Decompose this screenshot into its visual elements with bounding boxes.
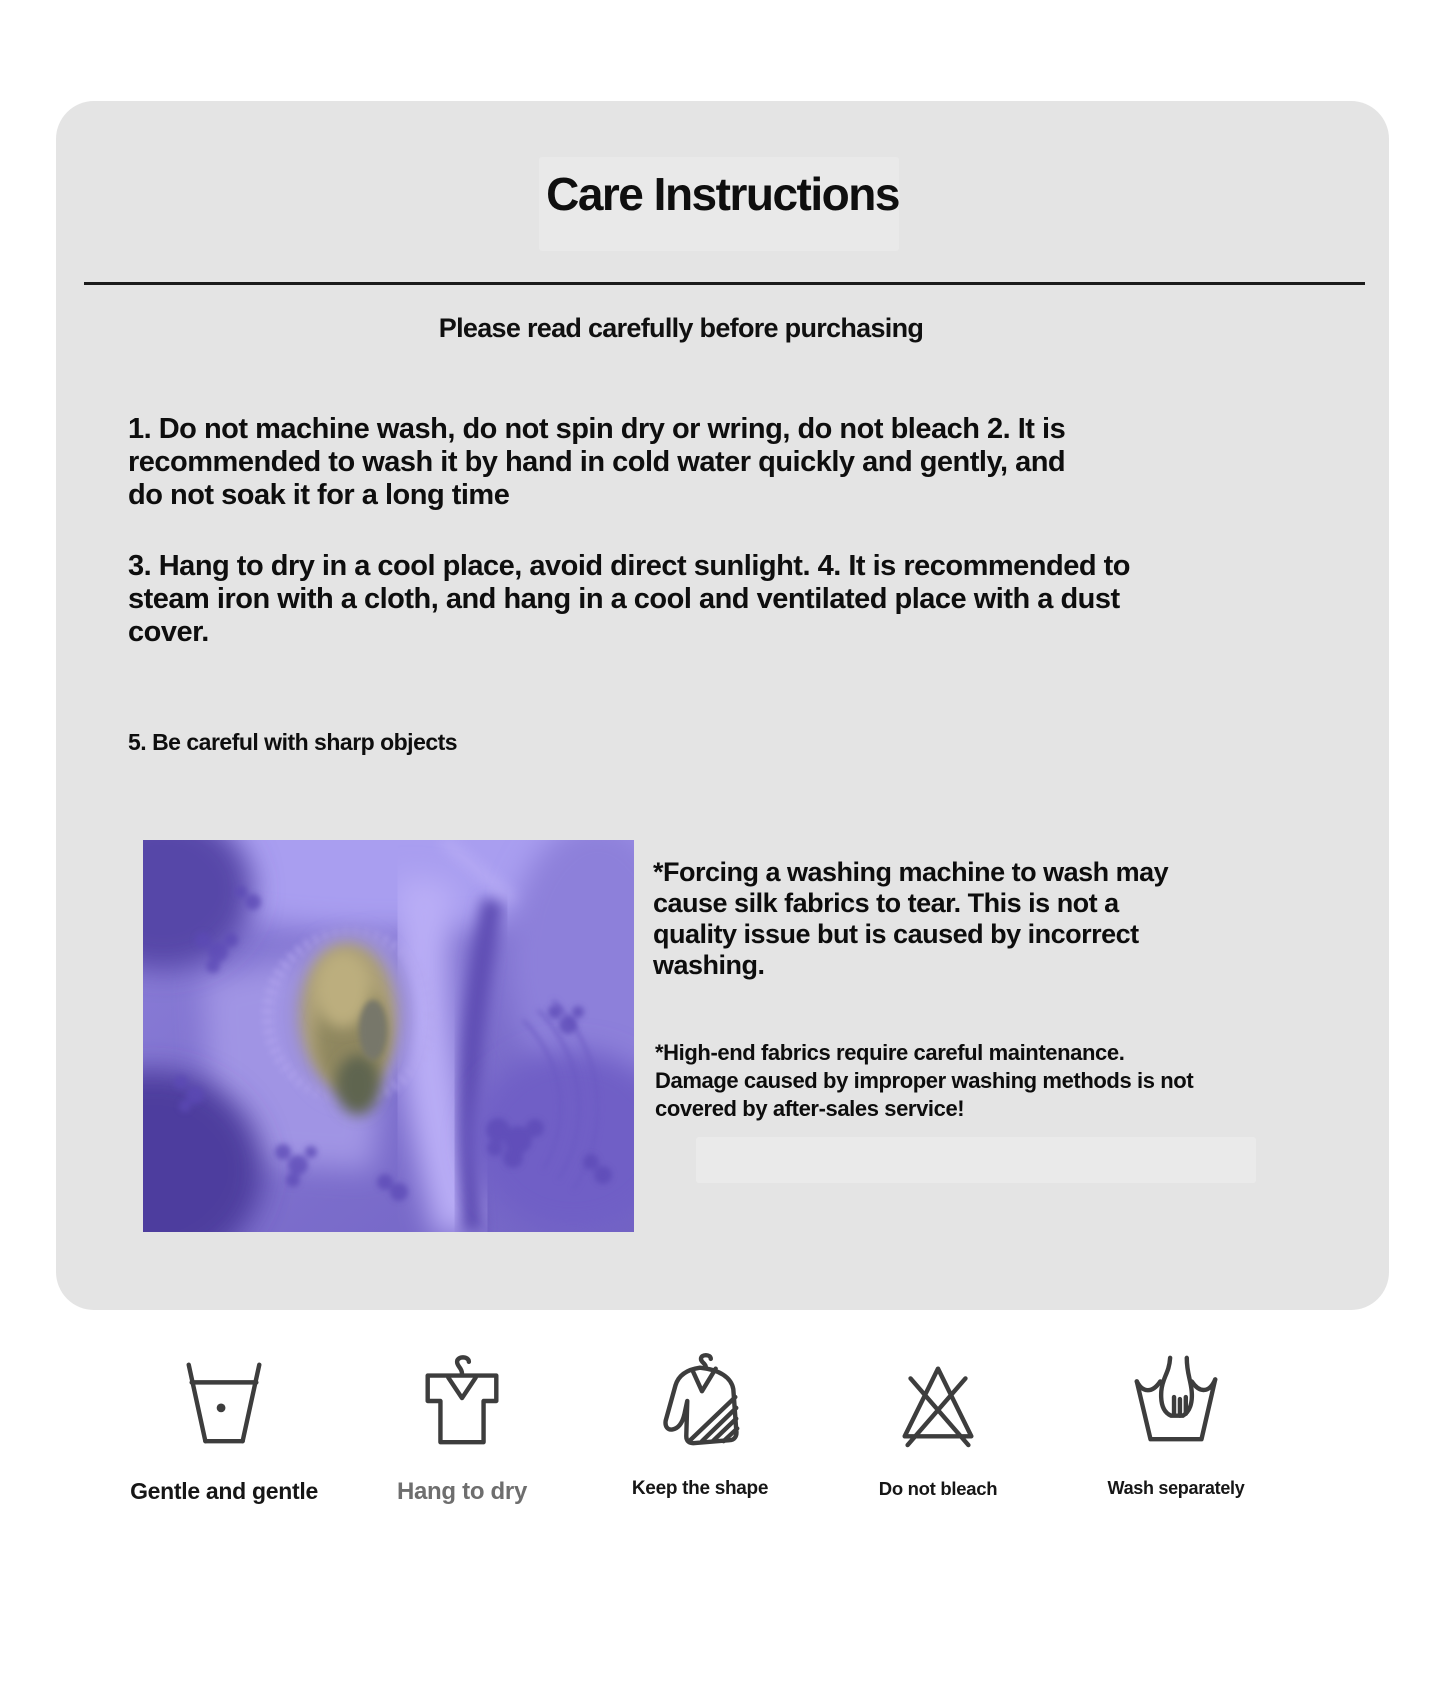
care-instructions-card	[56, 101, 1389, 1310]
care-symbol-keep-shape	[581, 1352, 819, 1506]
text-line: steam iron with a cloth, and hang in a cool and ventilated place with a dust	[128, 583, 1120, 615]
after-sales-warning	[655, 1039, 1275, 1123]
instructions-paragraph-2	[128, 550, 1268, 649]
keep-shape-icon	[651, 1352, 749, 1450]
fabric-photo-illustration	[143, 840, 634, 1232]
hang-dry-icon	[413, 1352, 511, 1450]
care-symbols-row	[105, 1352, 1295, 1506]
care-symbol-gentle-wash	[105, 1352, 343, 1506]
care-symbol-do-not-bleach	[819, 1352, 1057, 1506]
care-symbol-wash-separately	[1057, 1352, 1295, 1506]
gentle-wash-icon	[175, 1352, 273, 1450]
washing-machine-warning	[653, 857, 1253, 981]
instructions-paragraph-1	[128, 413, 1268, 512]
text-line: recommended to wash it by hand in cold water quickly and gently, and	[128, 446, 1066, 478]
text-line: *High-end fabrics require careful maintenance.	[655, 1040, 1125, 1065]
subtitle: Please read carefully before purchasing	[438, 313, 924, 343]
text-line: washing.	[653, 950, 765, 980]
page-title: Care Instructions	[546, 168, 899, 220]
text-line: quality issue but is caused by incorrect	[653, 919, 1139, 949]
fabric-damage-photo	[143, 840, 634, 1232]
text-line: covered by after-sales service!	[655, 1096, 965, 1121]
do-not-bleach-icon	[889, 1352, 987, 1450]
care-symbol-label: Do not bleach	[878, 1478, 998, 1499]
translation-overlay-artifact	[696, 1137, 1256, 1183]
text-line: 3. Hang to dry in a cool place, avoid direct sunlight. 4. It is recommended to	[128, 550, 1130, 582]
care-symbol-label: Wash separately	[1107, 1478, 1245, 1498]
care-symbol-label: Gentle and gentle	[130, 1478, 318, 1504]
care-symbol-label: Hang to dry	[396, 1478, 528, 1505]
sharp-objects-note: 5. Be careful with sharp objects	[128, 729, 458, 755]
text-line: *Forcing a washing machine to wash may	[653, 857, 1169, 887]
text-line: 1. Do not machine wash, do not spin dry or wring, do not bleach 2. It is	[128, 413, 1066, 445]
care-symbol-label: Keep the shape	[631, 1478, 769, 1499]
text-line: cause silk fabrics to tear. This is not a	[653, 888, 1119, 918]
divider-line	[84, 282, 1365, 285]
text-line: Damage caused by improper washing methods is not	[655, 1068, 1194, 1093]
care-symbol-hang-dry	[343, 1352, 581, 1506]
text-line: do not soak it for a long time	[128, 479, 510, 511]
text-line: cover.	[128, 616, 209, 648]
wash-separately-icon	[1127, 1352, 1225, 1450]
